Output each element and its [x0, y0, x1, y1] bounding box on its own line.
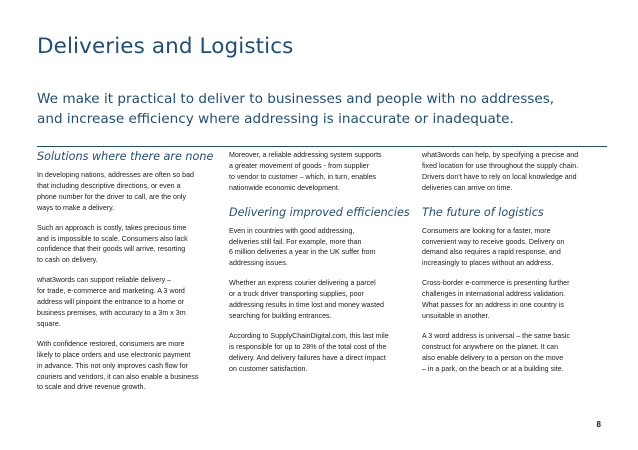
paragraph [37, 223, 215, 267]
text-line: construct for anywhere on the planet. It can [422, 342, 559, 351]
text-line: – in a park, on the beach or at a building site. [422, 364, 564, 373]
paragraph [229, 150, 407, 194]
text-line: unsuitable in another. [422, 311, 490, 320]
text-line: to scale and drive revenue growth. [37, 383, 146, 392]
text-line: challenges in international address validation. [422, 290, 566, 299]
text-line: delivery. And delivery failures have a direct impact [229, 353, 386, 362]
text-line: in advance. This not only improves cash flow for [37, 361, 188, 370]
text-line: deliveries still fail. For example, more than [229, 237, 362, 246]
text-line: Even in countries with good addressing, [229, 226, 355, 235]
page-number: 8 [596, 420, 601, 429]
text-line: a greater movement of goods - from supplier [229, 161, 369, 170]
text-line: A 3 word address is universal – the same basic [422, 331, 570, 340]
column-future [422, 150, 600, 384]
text-line: confidence that their goods will arrive, resorting [37, 245, 186, 254]
paragraph [37, 339, 215, 394]
column-solutions [37, 150, 215, 402]
text-line: nationwide economic development. [229, 183, 340, 192]
paragraph [229, 331, 407, 375]
text-line: increasingly to places without an address. [422, 259, 554, 268]
text-line: what3words can support reliable delivery – [37, 276, 172, 285]
text-line: on customer satisfaction. [229, 364, 308, 373]
text-line: searching for building entrances. [229, 311, 332, 320]
text-line: address will pinpoint the entrance to a home or [37, 298, 185, 307]
text-line: also enable delivery to a person on the move [422, 353, 564, 362]
intro-line: We make it practical to deliver to businesses and people with no addresses, [37, 91, 555, 107]
text-line: to vendor to customer – which, in turn, enables [229, 172, 377, 181]
text-line: Whether an express courier delivering a parcel [229, 279, 376, 288]
intro-text [37, 89, 607, 129]
text-line: what3words can help, by specifying a precise and [422, 151, 579, 159]
text-line: Cross-border e-commerce is presenting further [422, 279, 570, 288]
text-line: 6 million deliveries a year in the UK suffer from [229, 248, 376, 257]
text-line: Moreover, a reliable addressing system supports [229, 151, 382, 159]
text-line: What passes for an address in one country is [422, 301, 564, 310]
paragraph [422, 278, 600, 322]
text-line: addressing issues. [229, 259, 288, 268]
text-line: that including descriptive directions, or even a [37, 181, 181, 190]
text-line: square. [37, 319, 61, 328]
text-line: With confidence restored, consumers are more [37, 339, 185, 348]
paragraph [422, 331, 600, 375]
text-line: or a truck driver transporting supplies, poor [229, 290, 364, 299]
text-line: is responsible for up to 28% of the total cost of the [229, 342, 387, 351]
column-efficiencies [229, 150, 410, 384]
text-line: likely to place orders and use electronic payment [37, 350, 191, 359]
intro-line: and increase efficiency where addressing is inaccurate or inadequate. [37, 111, 514, 127]
section-divider [37, 146, 607, 147]
text-line: addressing results in time lost and money wasted [229, 301, 384, 310]
text-line: convenient way to receive goods. Delivery on [422, 237, 565, 246]
text-line: deliveries can arrive on time. [422, 183, 513, 192]
paragraph [422, 226, 600, 270]
paragraph [37, 275, 215, 330]
paragraph [422, 150, 600, 194]
text-line: for trade, e-commerce and marketing. A 3 word [37, 287, 185, 296]
text-line: and is impossible to scale. Consumers also lack [37, 234, 188, 243]
text-line: In developing nations, addresses are often so bad [37, 171, 194, 179]
paragraph [37, 170, 215, 214]
text-line: Consumers are looking for a faster, more [422, 226, 551, 235]
text-line: ways to make a delivery. [37, 203, 115, 212]
paragraph [229, 278, 407, 322]
text-line: demand also requires a rapid response, and [422, 248, 561, 257]
text-line: Drivers don’t have to rely on local knowledge and [422, 172, 577, 181]
page-title: Deliveries and Logistics [37, 34, 294, 59]
paragraph [229, 226, 407, 270]
section-heading: Delivering improved efficiencies [229, 205, 410, 219]
text-line: Such an approach is costly, takes precious time [37, 223, 187, 232]
text-line: fixed location for use throughout the supply chain. [422, 161, 579, 170]
section-heading: The future of logistics [422, 205, 544, 219]
text-line: couriers and vendors, it can also enable a business [37, 372, 199, 381]
section-heading: Solutions where there are none [37, 150, 214, 163]
text-line: According to SupplyChainDigital.com, this last mile [229, 331, 389, 340]
text-line: to cash on delivery. [37, 256, 98, 265]
text-line: phone number for the driver to call, are the only [37, 192, 187, 201]
text-line: business premises, with accuracy to a 3m x 3m [37, 308, 186, 317]
